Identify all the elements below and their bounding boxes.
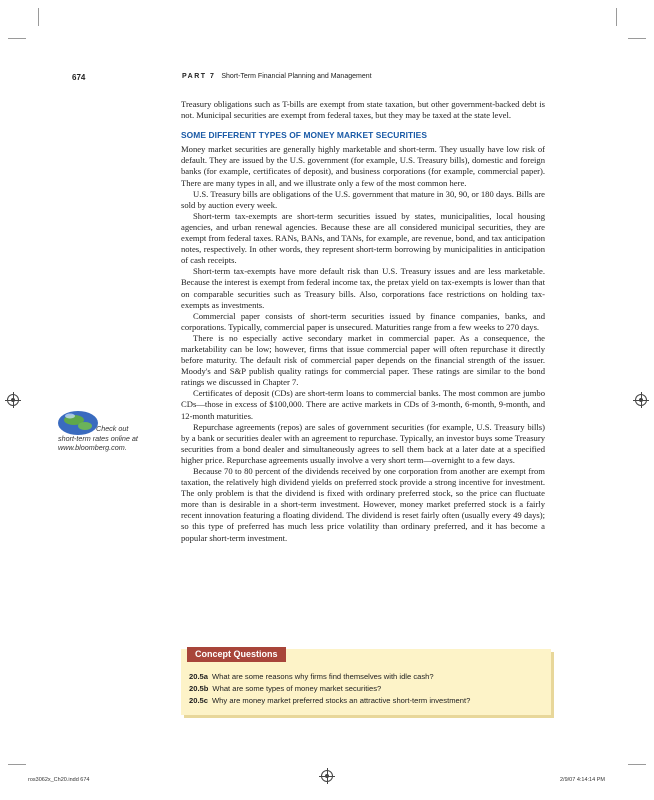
registration-mark-icon <box>7 394 19 406</box>
part-title: Short-Term Financial Planning and Management <box>221 73 372 80</box>
concept-questions-box <box>181 649 551 715</box>
question-number: 20.5c <box>189 696 209 705</box>
footer-timestamp: 2/9/07 4:14:14 PM <box>560 777 605 783</box>
concept-question <box>189 671 470 683</box>
question-text: Why are money market preferred stocks an attractive short-term investment? <box>212 696 471 705</box>
paragraph: Repurchase agreements (repos) are sales of government securities (for example, U.S. Treasury bills) by a bank or securities dealer with an agreement to repurchase. Typically, an investor buys some Treasury securities from a bond dealer and simultaneously agrees to sell them back at a later date at a specified higher price. Repurchase agreements usually involve a very short term—overnight to a few days. <box>181 421 545 465</box>
question-text: What are some reasons why firms find themselves with idle cash? <box>212 672 434 681</box>
paragraph: Short-term tax-exempts are short-term securities issued by states, municipalities, local housing agencies, and urban renewal agencies. Because these are all considered municipal securities, they are exempt from federal taxes. RANs, BANs, and TANs, for example, are revenue, bond, and tax anticipation notes, respectively. In other words, they represent short-term borrowing by municipalities in anticipation of cash receipts. <box>181 210 545 266</box>
paragraph: Treasury obligations such as T-bills are exempt from state taxation, but other government-backed debt is not. Municipal securities are exempt from federal taxes, but they may be taxed at the state level. <box>181 99 545 121</box>
paragraph: U.S. Treasury bills are obligations of the U.S. government that mature in 30, 90, or 180 days. Bills are sold by auction every week. <box>181 188 545 210</box>
footer-filename: ros3062x_Ch20.indd 674 <box>28 777 90 783</box>
crop-mark <box>8 764 26 765</box>
part-label: PART 7 <box>182 73 216 80</box>
concept-questions-title: Concept Questions <box>187 647 286 662</box>
margin-note <box>58 424 170 453</box>
concept-question <box>189 683 470 695</box>
body-text <box>181 99 545 544</box>
crop-mark <box>628 38 646 39</box>
crop-mark <box>38 8 39 26</box>
paragraph: Short-term tax-exempts have more default risk than U.S. Treasury issues and are less marketable. Because the interest is exempt from federal income tax, the pretax yield on tax-exempts is lower than that on comparable securities such as Treasury bills. Also, corporations face restrictions on holding tax-exempts as investments. <box>181 266 545 310</box>
question-text: What are some types of money market securities? <box>212 684 382 693</box>
margin-note-link[interactable]: www.bloomberg.com. <box>58 443 127 452</box>
paragraph: Commercial paper consists of short-term securities issued by finance companies, banks, and corporations. Typically, commercial paper is unsecured. Maturities range from a few weeks to 270 days. <box>181 310 545 332</box>
paragraph: Certificates of deposit (CDs) are short-term loans to commercial banks. The most common are jumbo CDs—those in excess of $100,000. There are active markets in CDs of 3-month, 6-month, 9-month, and 12-month maturities. <box>181 388 545 421</box>
section-heading: SOME DIFFERENT TYPES OF MONEY MARKET SECURITIES <box>181 130 428 141</box>
margin-note-line: short-term rates online at <box>58 433 138 443</box>
crop-mark <box>8 38 26 39</box>
concept-questions-list <box>189 671 470 707</box>
question-number: 20.5b <box>189 684 209 693</box>
crop-mark <box>616 8 617 26</box>
registration-mark-icon <box>321 770 333 782</box>
paragraph: There is no especially active secondary market in commercial paper. As a consequence, the marketability can be low; however, firms that issue commercial paper will often repurchase it directly before maturity. The default risk of commercial paper depends on the financial strength of the issuer. Moody's and S&P publish quality ratings for commercial paper. These ratings are similar to the bond ratings we discussed in Chapter 7. <box>181 332 545 388</box>
paragraph: Because 70 to 80 percent of the dividends received by one corporation from another are exempt from taxation, the relatively high dividend yields on preferred stock provide a strong incentive for investment. The only problem is that the dividend is fixed with ordinary preferred stock, so the price can fluctuate more than is desirable in a short-term investment. However, money market preferred stock is a fairly recent innovation featuring a floating dividend. The dividend is reset fairly often (usually every 49 days); so this type of preferred has much less price volatility than ordinary preferred, and it has become a popular short-term investment. <box>181 466 545 543</box>
registration-mark-icon <box>635 394 647 406</box>
page-number: 674 <box>72 73 86 82</box>
margin-note-line: Check out <box>96 424 129 433</box>
concept-question <box>189 695 470 707</box>
crop-mark <box>628 764 646 765</box>
question-number: 20.5a <box>189 672 209 681</box>
paragraph: Money market securities are generally highly marketable and short-term. They usually have low risk of default. They are issued by the U.S. government (for example, U.S. Treasury bills), domestic and foreign banks (for example, certificates of deposit), and business corporations (for example, commercial paper). There are many types in all, and we illustrate only a few of the most common here. <box>181 144 545 188</box>
running-header <box>182 73 372 80</box>
